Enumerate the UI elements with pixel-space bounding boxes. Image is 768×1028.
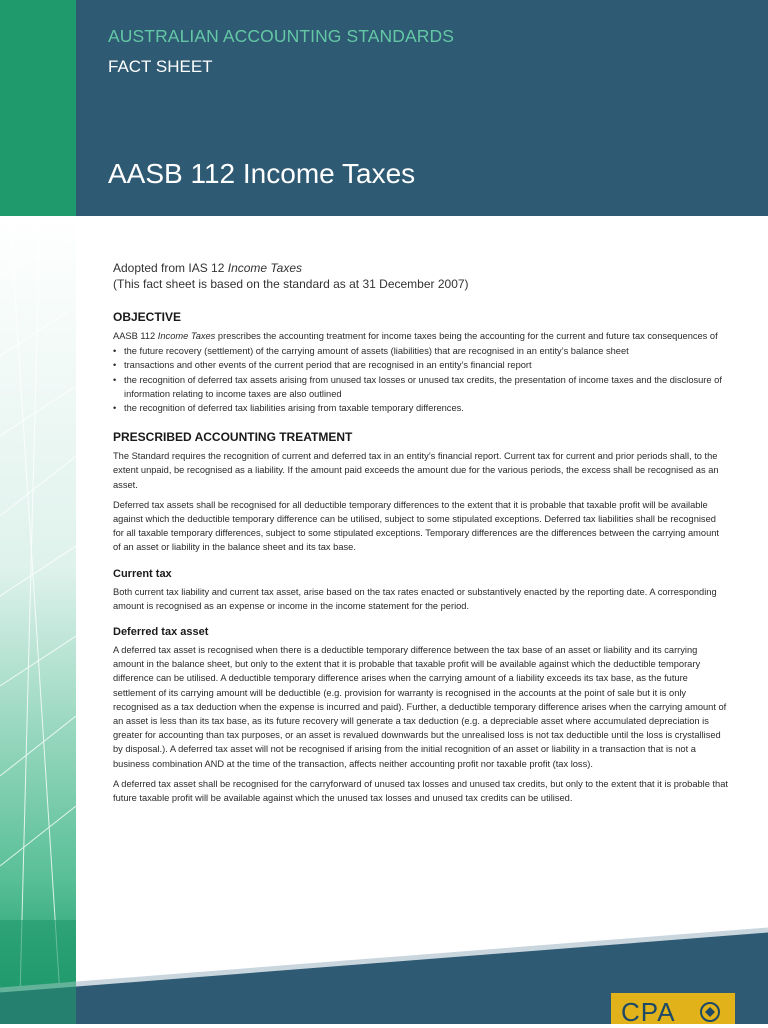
- decorative-side-strip: [0, 216, 76, 996]
- list-item: • the future recovery (settlement) of the carrying amount of assets (liabilities) that are recognised in an entity’s balance sheet: [124, 344, 728, 358]
- prescribed-paragraph-1: The Standard requires the recognition of current and deferred tax in an entity’s financial report. Current tax for current and prior periods shall, to the extent unpaid, be recognised as a liability. If the amount paid exceeds the amount due for the various periods, the excess shall be recognised as an asset.: [113, 451, 719, 490]
- cpa-logo: [611, 993, 735, 1027]
- current-tax-paragraph: Both current tax liability and current tax asset, arise based on the tax rates enacted or substantively enacted by the reporting date. A corresponding amount is recognised as an expense or income in the income statement for the period.: [113, 586, 717, 611]
- cpa-logo-text: CPA: [621, 997, 676, 1027]
- header-green-accent: [0, 0, 76, 216]
- series-title: AUSTRALIAN ACCOUNTING STANDARDS: [108, 26, 455, 46]
- objective-list: [113, 344, 728, 415]
- prescribed-heading: PRESCRIBED ACCOUNTING TREATMENT: [113, 430, 353, 445]
- list-item: • transactions and other events of the current period that are recognised in an entity’s financial report: [124, 358, 728, 372]
- decorative-lines: [0, 216, 76, 996]
- main-content: [113, 260, 728, 811]
- list-item: • the recognition of deferred tax assets arising from unused tax losses or unused tax credits, the presentation of income taxes and the disclosure of information relating to income taxes are also outlined: [124, 373, 728, 401]
- adopted-standard-title: Income Taxes: [227, 261, 302, 275]
- document-type: FACT SHEET: [108, 57, 213, 76]
- deferred-tax-asset-heading: Deferred tax asset: [113, 626, 209, 639]
- objective-heading: OBJECTIVE: [113, 310, 182, 324]
- adopted-line: [113, 260, 728, 276]
- objective-lead-prefix: AASB 112: [113, 331, 158, 341]
- current-tax-heading: Current tax: [113, 567, 172, 580]
- page-title: AASB 112 Income Taxes: [108, 158, 416, 189]
- crest-icon: [697, 1001, 723, 1023]
- list-item: • the recognition of deferred tax liabilities arising from taxable temporary differences.: [124, 401, 728, 415]
- prescribed-paragraph-2: Deferred tax assets shall be recognised for all deductible temporary differences to the extent that it is probable that taxable profit will be available against which the deductible temporary difference can be utilised, subject to some stipulated exceptions. Deferred tax liabilities shall be recognised for all taxable temporary differences, subject to some stipulated exceptions. Temporary differences are the differences between the carrying amount of an asset or liability in the balance sheet and its tax base.: [113, 499, 720, 553]
- based-on-note: (This fact sheet is based on the standard as at 31 December 2007): [113, 277, 469, 291]
- deferred-tax-asset-paragraph-1: A deferred tax asset is recognised when there is a deductible temporary difference between the tax base of an asset or liability and its carrying amount in the balance sheet, but only to the extent that it is probable that taxable profit will be available against which the deductible temporary difference can be utilised. A deductible temporary difference arises when the carrying amount of a liability exceeds its tax base, as the future settlement of its carrying amount will be deductible (e.g. provision for warranty is recognised in the accounts at the point of sale but it is only recognised as a tax deduction when the expense is incurred and paid). Further, a deductible temporary difference arises when the carrying amount of an asset is less than its tax base, as its future recovery will generate a tax deduction (e.g. a depreciable asset where accumulated depreciation is greater for accounting than tax purposes, or an asset is revalued downwards but the unrealised loss is not tax deductible until the loss is crystallised by disposal.). A deferred tax asset will not be recognised if arising from the initial recognition of an asset or liability in a transaction that is not a business combination AND at the time of the transaction, affects neither accounting profit nor taxable profit (tax loss).: [113, 645, 727, 769]
- objective-lead-italic: Income Taxes: [157, 331, 216, 341]
- objective-lead-rest: prescribes the accounting treatment for income taxes being the accounting for the current and future tax consequences of: [215, 331, 718, 341]
- deferred-tax-asset-paragraph-2: A deferred tax asset shall be recognised for the carryforward of unused tax losses and unused tax credits, but only to the extent that it is probable that future taxable profit will be available against which the unused tax losses and unused tax credits can be utilised.: [113, 778, 728, 804]
- adopted-prefix: Adopted from IAS 12: [113, 261, 228, 275]
- objective-lead: [113, 329, 728, 343]
